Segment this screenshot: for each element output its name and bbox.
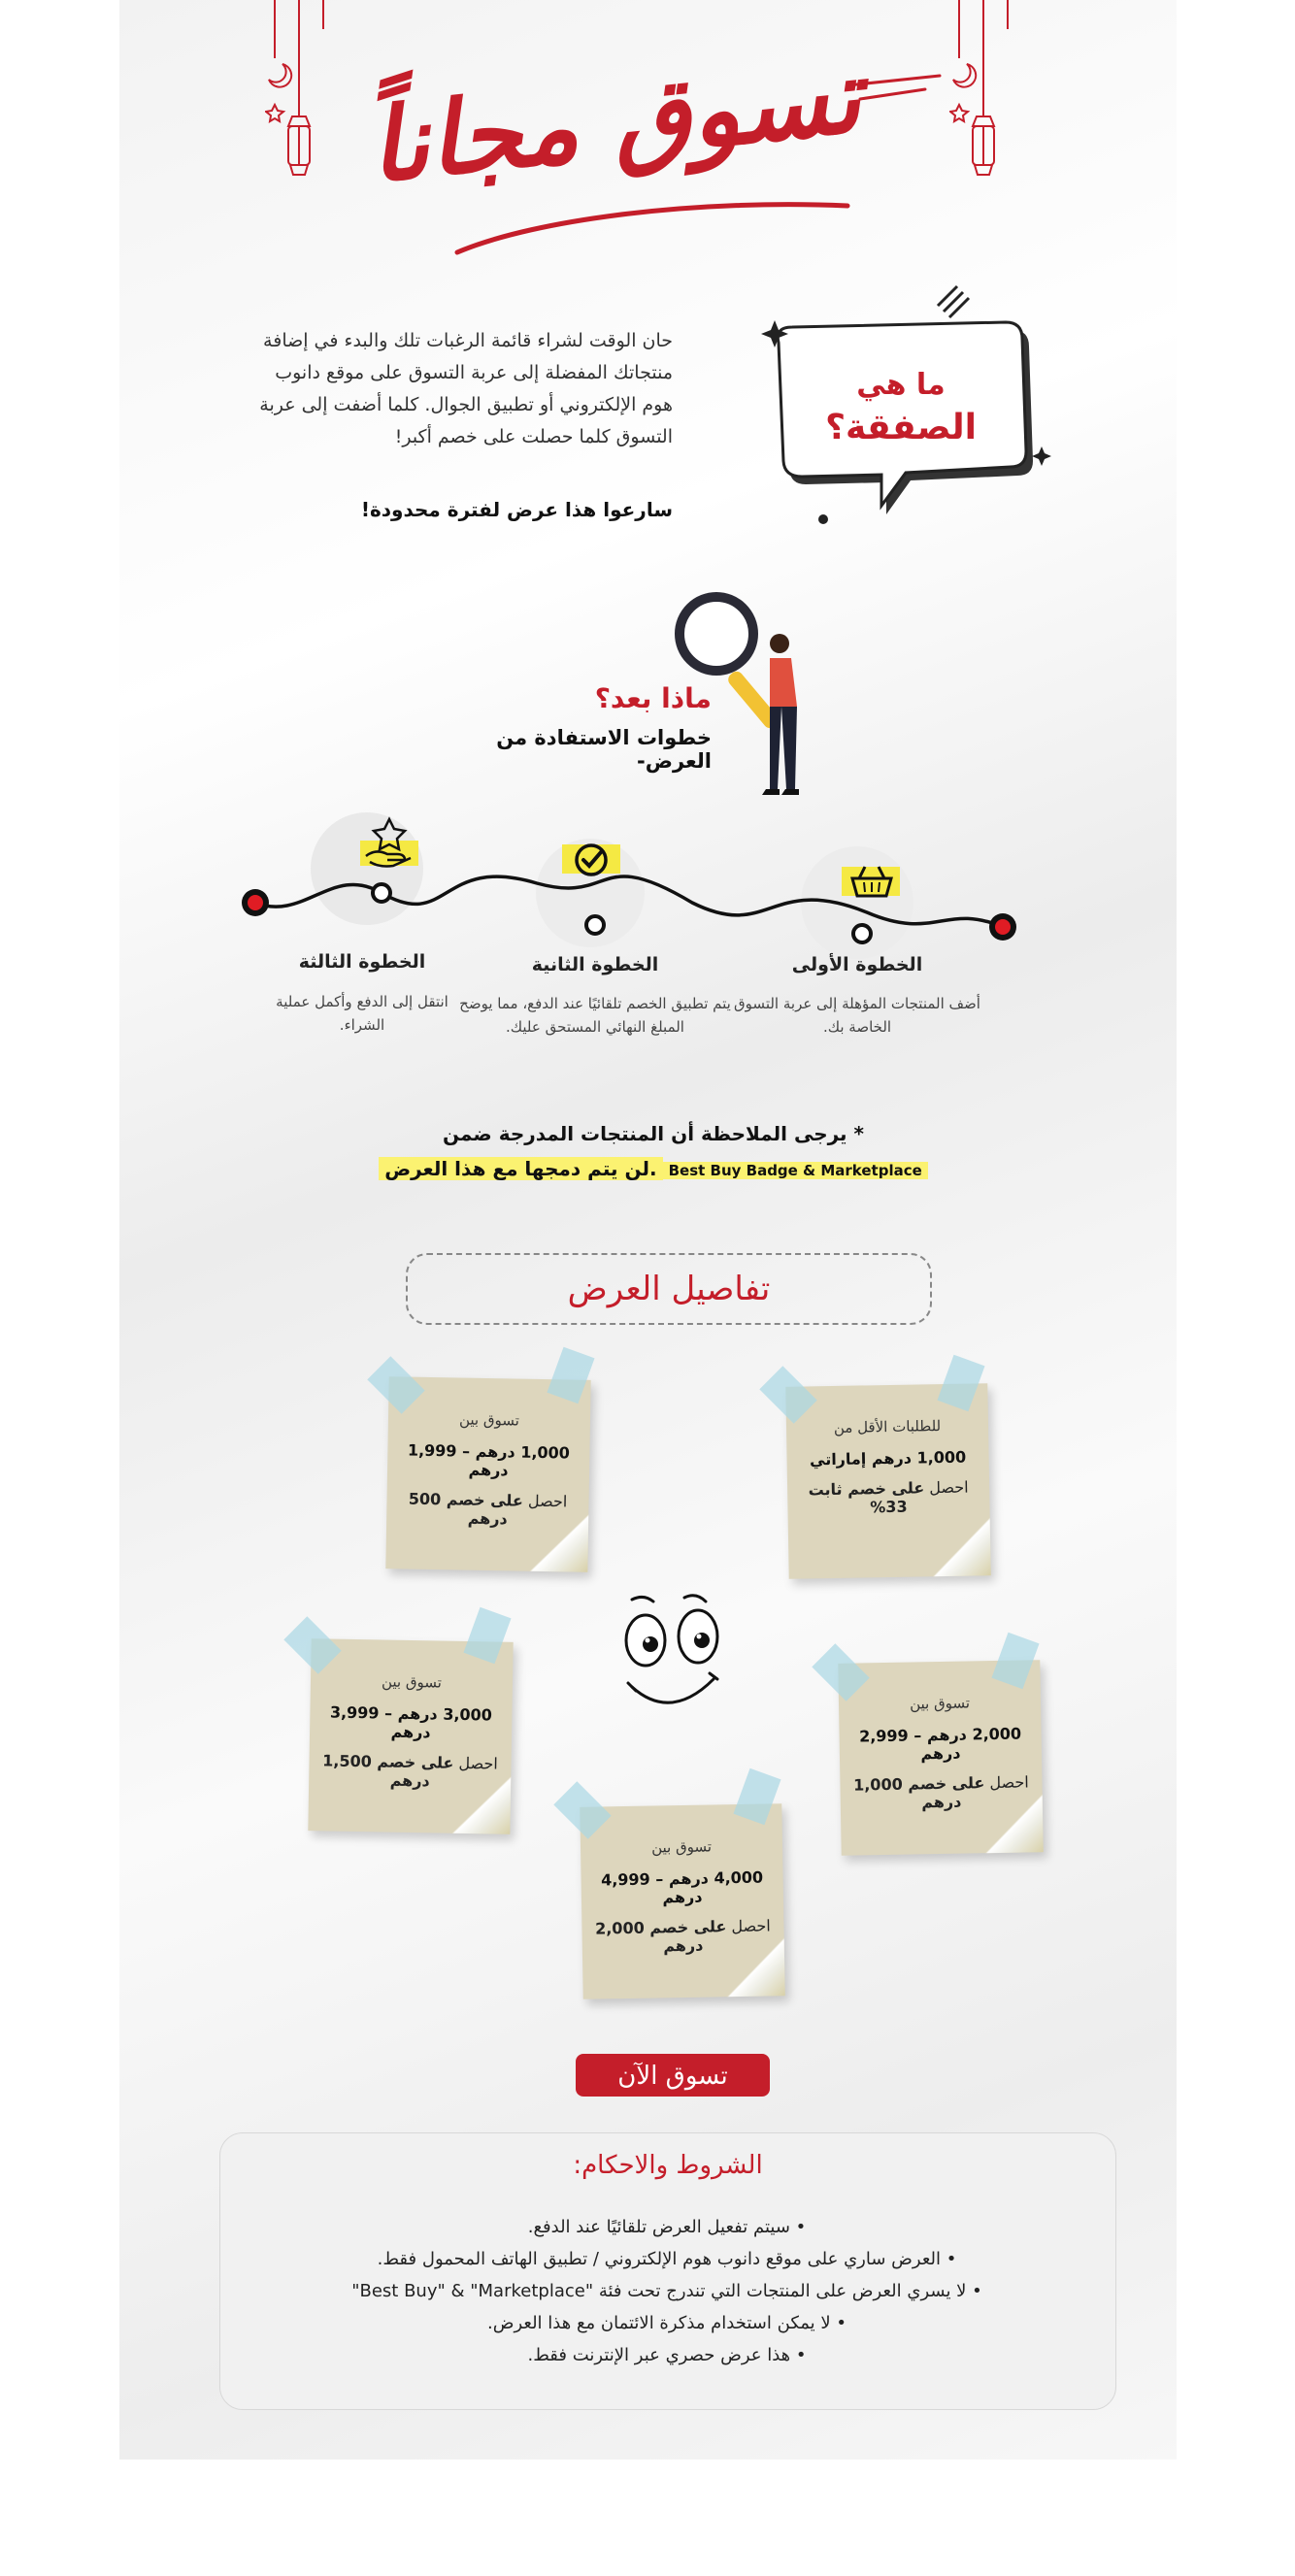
offer-card-3-range: 2,000 درهم – 2,999 درهم	[858, 1724, 1022, 1764]
deal-bubble-line1: ما هي	[856, 368, 946, 402]
offer-card-1-discount	[787, 1477, 990, 1518]
page-curl	[932, 1517, 991, 1576]
terms-item: • لا يسري العرض على المنتجات التي تندرج تحت فئة "Best Buy" & "Marketplace"	[351, 2281, 982, 2301]
notice-brands: Best Buy Badge & Marketplace	[663, 1162, 928, 1179]
terms-item-text: هذا عرض حصري عبر الإنترنت فقط.	[527, 2345, 791, 2365]
step-1-title: الخطوة الأولى	[791, 954, 923, 975]
offer-card-1-amount: على خصم ثابت 33%	[808, 1478, 925, 1517]
offer-card-4-get: احصل	[453, 1753, 499, 1773]
offer-details-title: تفاصيل العرض	[406, 1253, 932, 1325]
terms-item-text: لا يمكن استخدام مذكرة الائتمان مع هذا العرض.	[486, 2313, 831, 2333]
step-3-desc: انتقل إلى الدفع وأكمل عملية الشراء.	[276, 993, 448, 1034]
offer-card-1-range-label: للطلبات الأقل من	[833, 1417, 942, 1437]
offer-card-2-range-label: تسوق بين	[458, 1410, 520, 1430]
notice-line2-ar: لن يتم دمجها مع هذا العرض.	[379, 1157, 662, 1180]
terms-item: • هذا عرض حصري عبر الإنترنت فقط.	[527, 2345, 807, 2365]
terms-item-text: العرض ساري على موقع دانوب هوم الإلكتروني / تطبيق الهاتف المحمول فقط.	[377, 2249, 942, 2269]
offer-card-3	[838, 1660, 1043, 1856]
step-3-title: الخطوة الثالثة	[298, 951, 426, 973]
star-hand-icon	[352, 815, 430, 874]
offer-card-3-amount: على خصم 1,000 درهم	[852, 1773, 985, 1812]
deal-bubble	[780, 364, 1022, 449]
terms-item: • سيتم تفعيل العرض تلقائيًا عند الدفع.	[527, 2217, 807, 2237]
offer-card-4-range-label: تسوق بين	[381, 1672, 443, 1692]
offer-card-3-range-label: تسوق بين	[909, 1694, 971, 1713]
offer-card-2-range: 1,000 درهم – 1,999 درهم	[407, 1440, 571, 1480]
terms-box	[219, 2132, 1116, 2410]
offer-card-5-amount: على خصم 2,000 درهم	[594, 1917, 727, 1956]
offer-card-1-range: 1,000 درهم إماراتي	[809, 1447, 967, 1470]
speed-lines	[843, 68, 949, 116]
notice-line1: * يرجى الملاحظة أن المنتجات المدرجة ضمن	[443, 1122, 864, 1145]
offer-card-1-get: احصل	[924, 1477, 969, 1498]
promo-page	[119, 0, 1177, 2460]
hero-underline	[449, 194, 857, 262]
terms-list	[279, 2211, 1055, 2371]
offer-card-2-amount: على خصم 500 درهم	[408, 1489, 524, 1529]
offer-card-5-range: 4,000 درهم – 4,999 درهم	[600, 1867, 764, 1907]
notice-line2	[314, 1157, 993, 1180]
deal-bubble-line2: الصفقة؟	[825, 408, 977, 447]
offer-card-4-amount: على خصم 1,500 درهم	[322, 1751, 454, 1791]
terms-item-text: سيتم تفعيل العرض تلقائيًا عند الدفع.	[527, 2217, 790, 2237]
step-1-desc: أضف المنتجات المؤهلة إلى عربة التسوق الخاصة بك.	[734, 995, 980, 1036]
next-subtitle: خطوات الاستفادة من العرض-	[496, 726, 712, 773]
next-title: ماذا بعد؟	[594, 682, 712, 714]
basket-icon	[838, 857, 906, 906]
deal-cta-text: سارعوا هذا عرض لفترة محدودة!	[360, 498, 673, 521]
offer-card-5	[580, 1803, 784, 1999]
terms-item-text: لا يسري العرض على المنتجات التي تندرج تحت فئة "Best Buy" & "Marketplace"	[351, 2281, 967, 2301]
terms-item: • لا يمكن استخدام مذكرة الائتمان مع هذا العرض.	[486, 2313, 847, 2333]
offer-card-5-range-label: تسوق بين	[650, 1837, 713, 1857]
terms-item: • العرض ساري على موقع دانوب هوم الإلكتروني / تطبيق الهاتف المحمول فقط.	[377, 2249, 957, 2269]
terms-title: الشروط والاحكام:	[573, 2151, 763, 2180]
offer-card-5-get: احصل	[726, 1916, 771, 1936]
offer-card-4	[308, 1638, 513, 1834]
step-2-title: الخطوة الثانية	[531, 954, 659, 975]
offer-card-2-get: احصل	[522, 1491, 568, 1511]
offer-card-3-get: احصل	[984, 1772, 1029, 1793]
offer-card-4-range: 3,000 درهم – 3,999 درهم	[329, 1702, 493, 1742]
offer-card-1	[785, 1383, 990, 1579]
lantern-left-icon	[265, 0, 333, 189]
smiley-face-icon	[605, 1592, 741, 1737]
hero-title: تسوق مجاناً	[363, 36, 866, 207]
deal-intro-text: حان الوقت لشراء قائمة الرغبات تلك والبدء في إضافة منتجاتك المفضلة إلى عربة التسوق على موقع دانوب هوم الإلكتروني أو تطبيق الجوال. كلما أضفت إلى عربة التسوق كلما حصلت على خصم أكبر!	[259, 330, 673, 447]
lantern-right-icon	[949, 0, 1017, 189]
checkmark-icon	[558, 837, 626, 885]
shop-now-button[interactable]: تسوق الآن	[576, 2054, 770, 2097]
step-2-desc: يتم تطبيق الخصم تلقائيًا عند الدفع، مما يوضح المبلغ النهائي المستحق عليك.	[459, 995, 731, 1036]
offer-card-2	[385, 1376, 590, 1572]
